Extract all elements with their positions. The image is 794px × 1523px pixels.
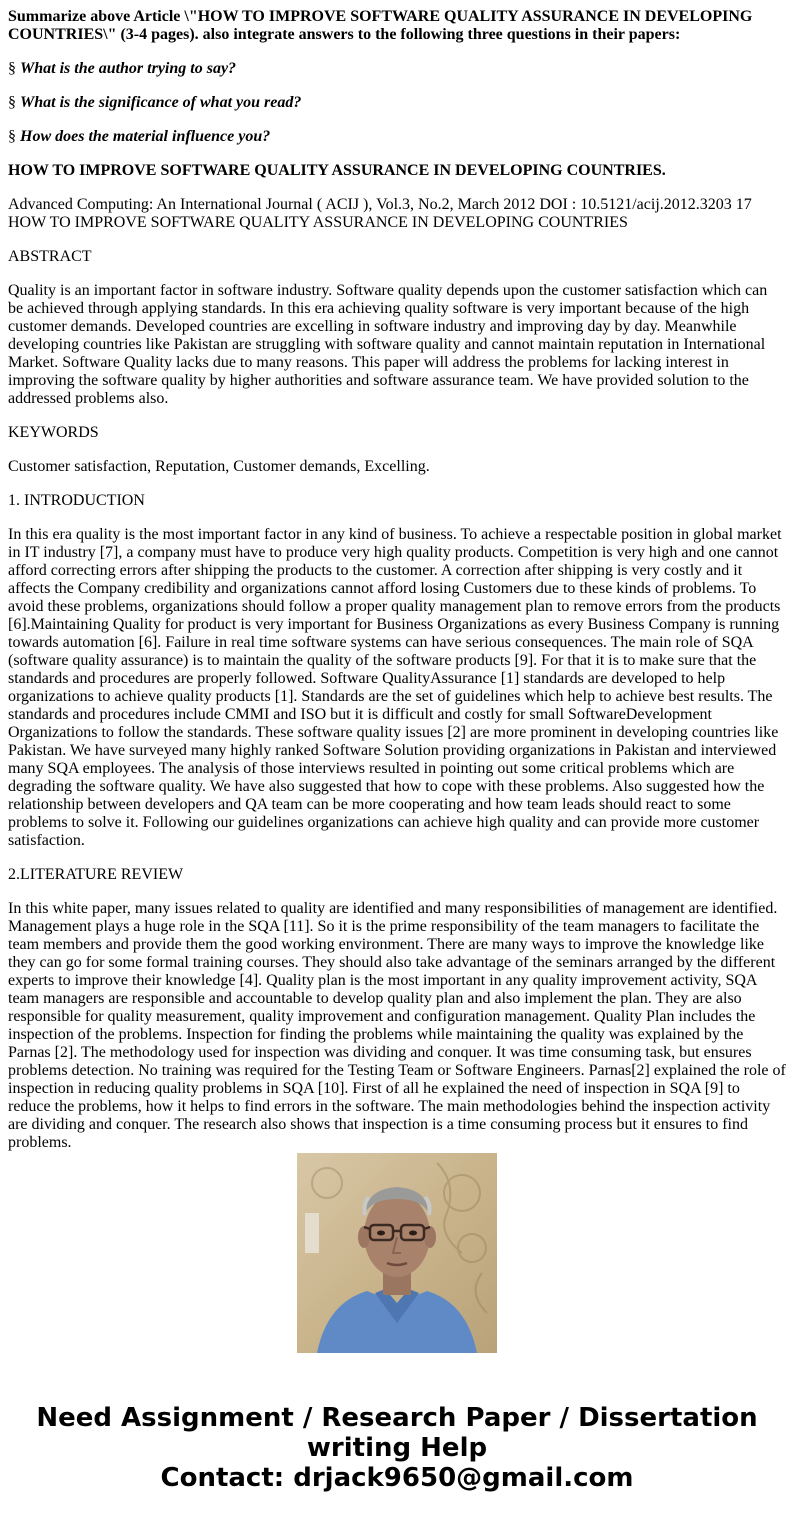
promo-line-1: Need Assignment / Research Paper / Dissertation xyxy=(36,1403,758,1433)
question-1-text: What is the author trying to say? xyxy=(20,60,237,77)
question-item xyxy=(8,94,786,112)
section-sign: § xyxy=(8,60,16,77)
question-3-text: How does the material influence you? xyxy=(20,128,271,145)
person-photo-icon xyxy=(297,1153,497,1353)
article-document xyxy=(8,0,786,1151)
section-sign: § xyxy=(8,94,16,111)
intro-heading: 1. INTRODUCTION xyxy=(8,492,145,509)
prompt-text: Summarize above Article \"HOW TO IMPROVE SOFTWARE QUALITY ASSURANCE IN DEVELOPING COUNTRIES\" (3-4 pages). also integrate answers to the following three questions in their papers: xyxy=(8,8,753,43)
article-title-text: HOW TO IMPROVE SOFTWARE QUALITY ASSURANCE IN DEVELOPING COUNTRIES. xyxy=(8,162,666,179)
article-title xyxy=(8,162,786,180)
section-sign: § xyxy=(8,128,16,145)
keywords-text: Customer satisfaction, Reputation, Customer demands, Excelling. xyxy=(8,458,430,475)
assignment-prompt xyxy=(8,8,786,44)
citation: Advanced Computing: An International Journal ( ACIJ ), Vol.3, No.2, March 2012 DOI : 10.5121/acij.2012.3203 17 HOW TO IMPROVE SOFTWARE QUALITY ASSURANCE IN DEVELOPING COUNTRIES xyxy=(8,196,752,231)
promo-banner xyxy=(0,1403,794,1493)
literature-heading: 2.LITERATURE REVIEW xyxy=(8,866,184,883)
abstract-text: Quality is an important factor in software industry. Software quality depends upon the customer satisfaction which can be achieved through applying standards. In this era achieving quality software is very important because of the high customer demands. Developed countries are excelling in software industry and improving day by day. Meanwhile developing countries like Pakistan are struggling with software quality and cannot maintain reputation in International Market. Software Quality lacks due to many reasons. This paper will address the problems for lacking interest in improving the software quality by higher authorities and software assurance team. We have provided solution to the addressed problems also. xyxy=(8,282,768,407)
promo-line-2: writing Help xyxy=(306,1433,488,1463)
intro-text: In this era quality is the most important factor in any kind of business. To achieve a respectable position in global market in IT industry [7], a company must have to produce very high quality products. Competition is very high and one cannot afford correcting errors after shipping the products to the customer. A correction after shipping is very costly and it affects the Company credibility and organizations cannot afford losing Customers due to these kinds of problems. To avoid these problems, organizations should follow a proper quality management plan to remove errors from the products [6].Maintaining Quality for product is very important for Business Organizations as every Business Company is running towards automation [6]. Failure in real time software systems can have serious consequences. The main role of SQA (software quality assurance) is to maintain the quality of the software products [9]. For that it is to make sure that the standards and procedures are properly followed. Software QualityAssurance [1] standards are developed to help organizations to achieve quality products [1]. Standards are the set of guidelines which help to achieve best results. The standards and procedures include CMMI and ISO but it is difficult and costly for small SoftwareDevelopment Organizations to follow the standards. These software quality issues [2] are more prominent in developing countries like Pakistan. We have surveyed many highly ranked Software Solution providing organizations in Pakistan and interviewed many SQA employees. The analysis of those interviews resulted in pointing out some critical problems which are degrading the software quality. We have also suggested that how to cope with these problems. Also suggested how the relationship between developers and QA team can be more cooperating and how team leads should react to some problems to solve it. Following our guidelines organizations can achieve high quality and can provide more customer satisfaction. xyxy=(8,526,782,849)
question-2-text: What is the significance of what you read? xyxy=(20,94,302,111)
abstract-heading: ABSTRACT xyxy=(8,248,92,265)
question-item xyxy=(8,128,786,146)
promo-contact: Contact: drjack9650@gmail.com xyxy=(160,1463,634,1493)
author-avatar xyxy=(297,1153,497,1353)
keywords-heading: KEYWORDS xyxy=(8,424,99,441)
literature-text: In this white paper, many issues related to quality are identified and many responsibilities of management are identified. Management plays a huge role in the SQA [11]. So it is the prime responsibility of the team managers to facilitate the team members and provide them the good working environment. There are many ways to improve the knowledge like they can go for some formal training courses. They should also take advantage of the seminars arranged by the different experts to improve their knowledge [4]. Quality plan is the most important in any quality improvement activity, SQA team managers are responsible and accountable to develop quality plan and also implement the plan. They are also responsible for quality measurement, quality improvement and configuration management. Quality Plan includes the inspection of the problems. Inspection for finding the problems while maintaining the quality was explained by the Parnas [2]. The methodology used for inspection was dividing and conquer. It was time consuming task, but ensures problems detection. No training was required for the Testing Team or Software Engineers. Parnas[2] explained the role of inspection in reducing quality problems in SQA [10]. First of all he explained the need of inspection in SQA [9] to reduce the problems, how it helps to find errors in the software. The main methodologies behind the inspection activity are dividing and conquer. The research also shows that inspection is a time consuming process but it ensures to find problems. xyxy=(8,900,786,1151)
question-item xyxy=(8,60,786,78)
